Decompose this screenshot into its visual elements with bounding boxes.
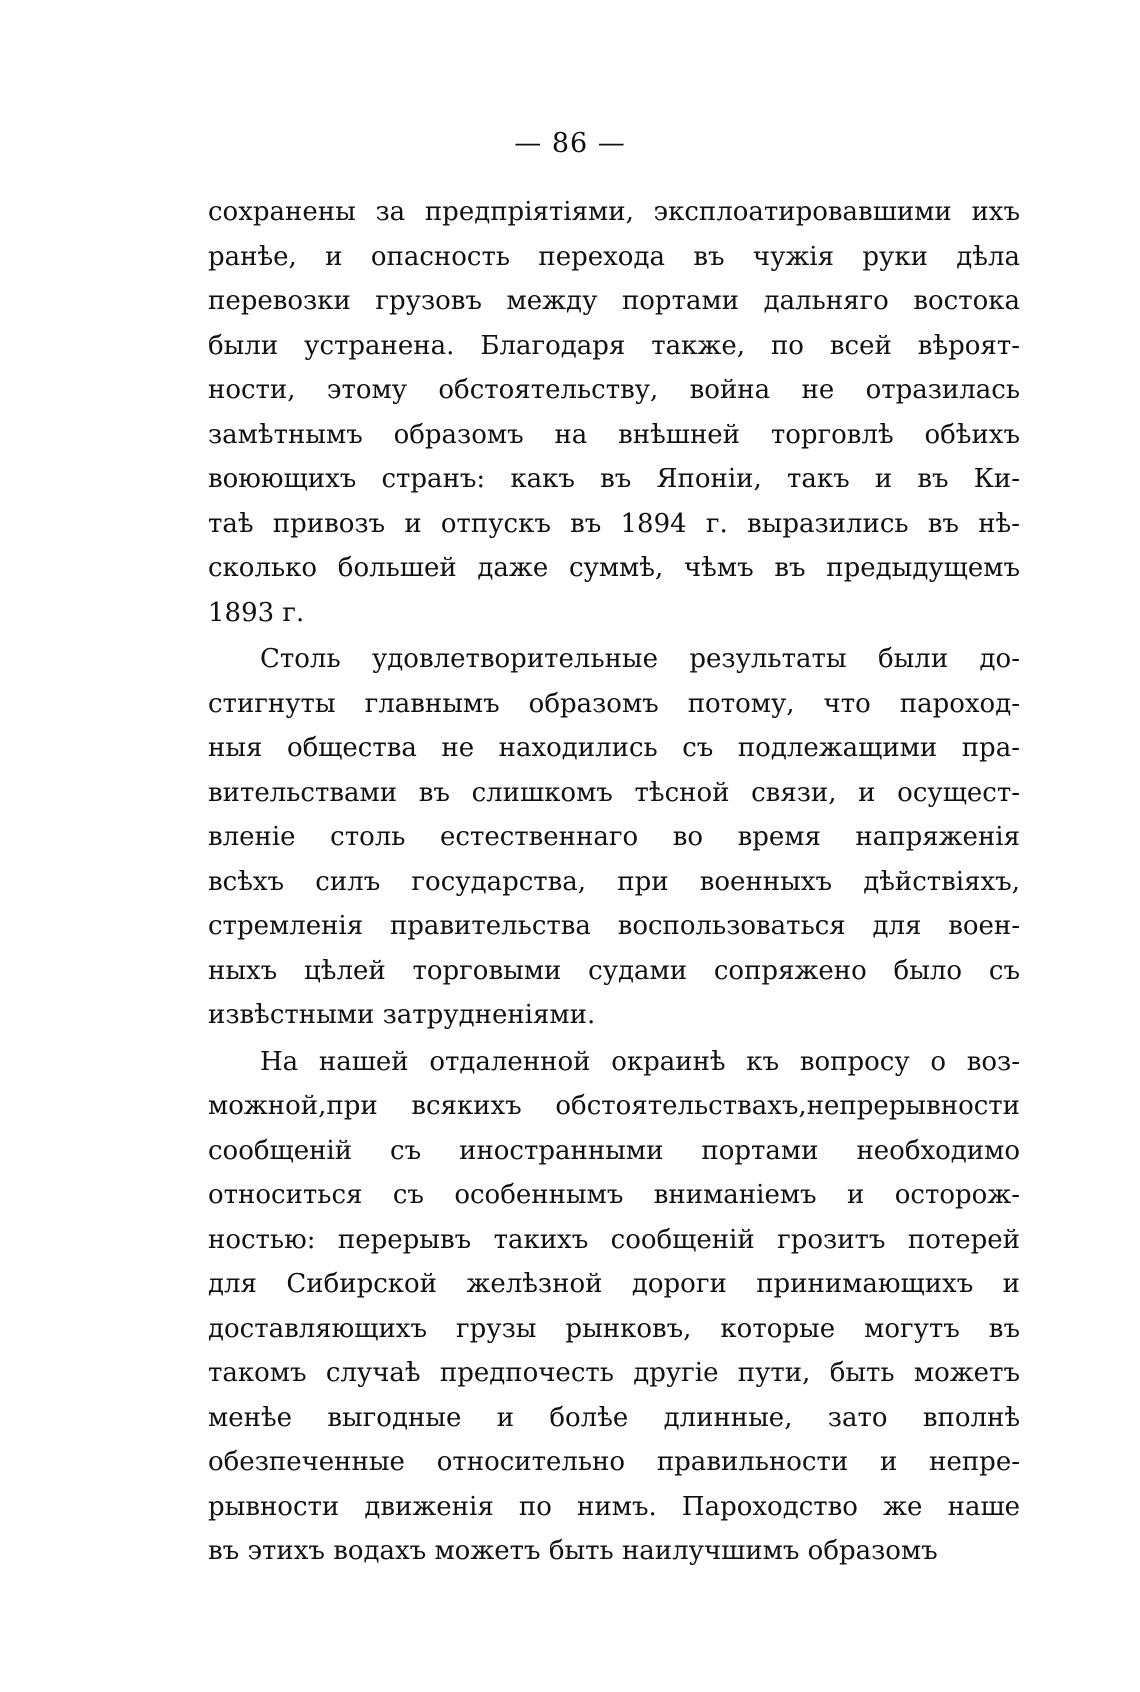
text-line: 1893 г. [208, 597, 305, 628]
text-line: обезпеченные относительно правильности и непре- [208, 1447, 1020, 1477]
text-line: вленіе столь естественнаго во время напряженія [208, 822, 1020, 852]
paragraph [208, 637, 1020, 1038]
text-line: сохранены за предпріятіями, эксплоатировавшими ихъ [208, 197, 1020, 227]
text-line: Столь удовлетворительные результаты были до- [260, 644, 1020, 674]
page-number: — 86 — [514, 128, 626, 159]
text-line: сколько большей даже суммѣ, чѣмъ въ предыдущемъ [208, 553, 1020, 583]
text-line: сообщеній съ иностранными портами необходимо [208, 1135, 1020, 1166]
text-line: стигнуты главнымъ образомъ потому, что пароход- [208, 688, 1020, 719]
text-line: перевозки грузовъ между портами дальняго востока [208, 286, 1020, 316]
text-line: рывности движенія по нимъ. Пароходство же наше [208, 1491, 1020, 1522]
text-line: воюющихъ странъ: какъ въ Японіи, такъ и въ Ки- [208, 464, 1020, 494]
text-line: относиться съ особеннымъ вниманіемъ и осторож- [208, 1180, 1020, 1210]
text-line: всѣхъ силъ государства, при военныхъ дѣйствіяхъ, [208, 866, 1020, 897]
text-line: замѣтнымъ образомъ на внѣшней торговлѣ обѣихъ [208, 419, 1020, 450]
text-line: такомъ случаѣ предпочесть другіе пути, быть можетъ [208, 1358, 1020, 1388]
body-text [208, 190, 1020, 1574]
text-line: ранѣе, и опасность перехода въ чужія руки дѣла [208, 241, 1020, 272]
paragraph [208, 1040, 1020, 1574]
text-line: вительствами въ слишкомъ тѣсной связи, и осущест- [208, 777, 1020, 808]
text-line: ности, этому обстоятельству, война не отразилась [208, 375, 1020, 405]
text-line: въ этихъ водахъ можетъ быть наилучшимъ образомъ [208, 1536, 938, 1566]
text-line: На нашей отдаленной окраинѣ къ вопросу о воз- [260, 1046, 1020, 1077]
text-line: извѣстными затрудненіями. [208, 1000, 596, 1030]
text-line: ныхъ цѣлей торговыми судами сопряжено было съ [208, 955, 1020, 986]
text-line: доставляющихъ грузы рынковъ, которые могутъ въ [208, 1313, 1020, 1344]
text-line: стремленія правительства воспользоваться для воен- [208, 911, 1020, 941]
text-line: были устранена. Благодаря также, по всей вѣроят- [208, 330, 1020, 361]
text-line: менѣе выгодные и болѣе длинные, зато вполнѣ [208, 1402, 1020, 1433]
text-line: можной,при всякихъ обстоятельствахъ,непрерывности [208, 1091, 1020, 1121]
text-line: ностью: перерывъ такихъ сообщеній грозитъ потерей [208, 1224, 1020, 1255]
paragraph [208, 190, 1020, 635]
text-line: таѣ привозъ и отпускъ въ 1894 г. выразились въ нѣ- [208, 508, 1020, 539]
text-line: ныя общества не находились съ подлежащими пра- [208, 733, 1020, 763]
text-line: для Сибирской желѣзной дороги принимающихъ и [208, 1269, 1020, 1299]
